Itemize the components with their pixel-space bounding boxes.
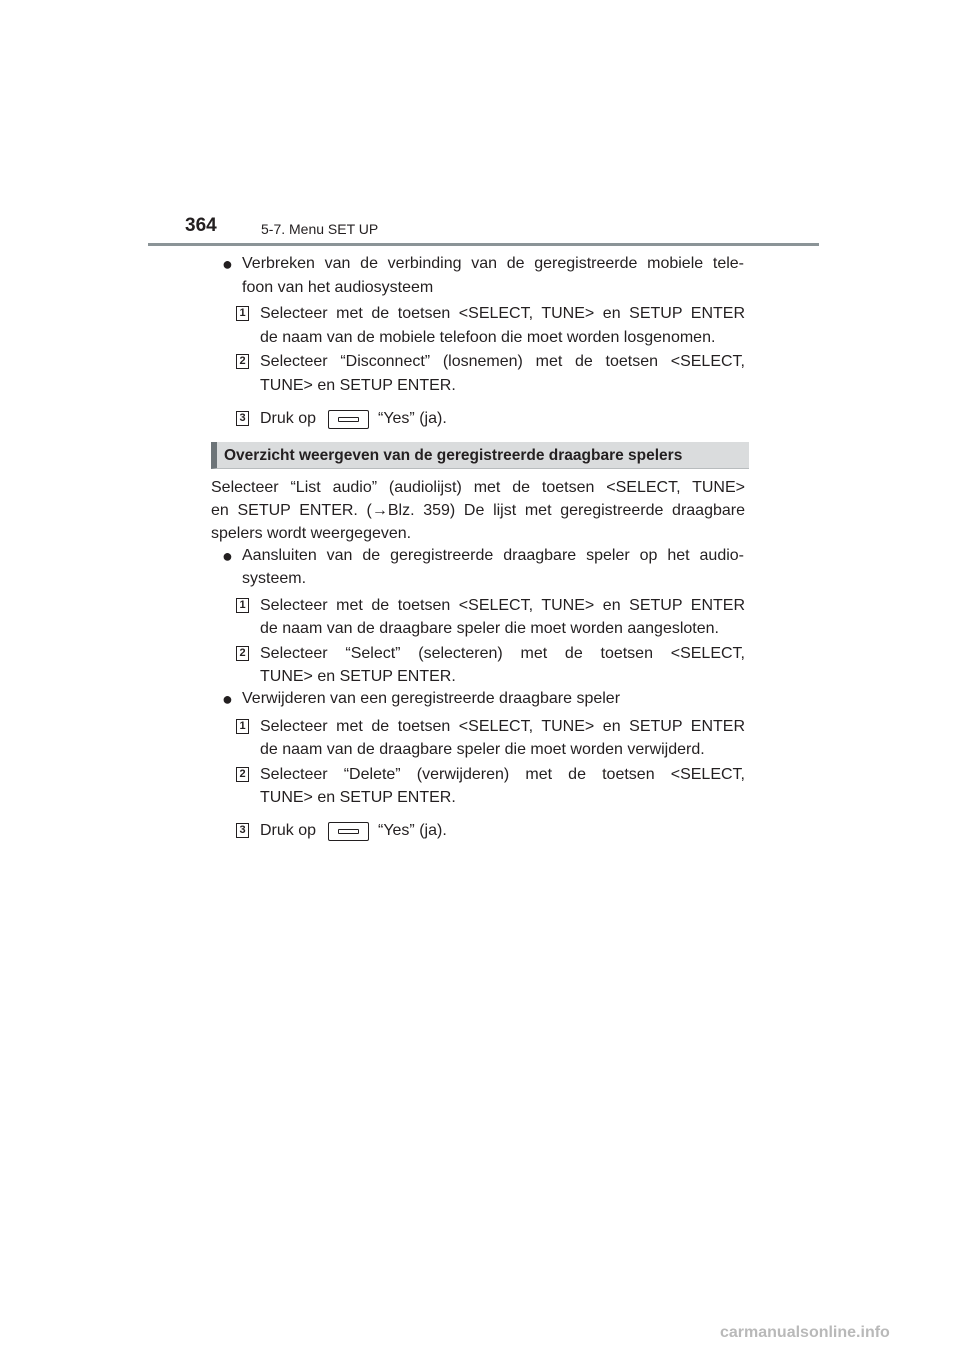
intro-line2: en SETUP ENTER. (→Blz. 359) De lijst met geregistreerde draagbare [211, 502, 745, 519]
step-text: Druk op [260, 410, 317, 427]
step-text-line1: Selecteer “Delete” (verwijderen) met de toetsen <SELECT, [260, 766, 745, 783]
step-text-line2: de naam van de draagbare speler die moet worden verwijderd. [260, 741, 705, 758]
intro-line3: spelers wordt weergegeven. [211, 525, 412, 542]
step-number-badge: 2 [236, 646, 249, 661]
watermark: carmanualsonline.info [720, 1324, 890, 1341]
button-icon [328, 410, 369, 429]
page-number: 364 [185, 215, 217, 236]
step-text-line2: TUNE> en SETUP ENTER. [260, 789, 456, 806]
bullet-icon: ● [222, 254, 233, 274]
step-number-badge: 1 [236, 306, 249, 321]
intro-line1: Selecteer “List audio” (audiolijst) met de toetsen <SELECT, TUNE> [211, 479, 745, 496]
step-number-badge: 2 [236, 354, 249, 369]
section2-title-line2: systeem. [242, 570, 307, 587]
step-text-line1: Selecteer met de toetsen <SELECT, TUNE> en SETUP ENTER [260, 597, 745, 614]
step-number-badge: 2 [236, 767, 249, 782]
step-text: “Yes” (ja). [378, 410, 447, 427]
header-divider [148, 243, 819, 246]
section-heading: Overzicht weergeven van de geregistreerde draagbare spelers [224, 447, 683, 464]
step-text-line1: Selecteer met de toetsen <SELECT, TUNE> en SETUP ENTER [260, 305, 745, 322]
step-text-line2: de naam van de draagbare speler die moet worden aangesloten. [260, 620, 719, 637]
step-number-badge: 3 [236, 823, 249, 838]
step-text-line1: Selecteer “Select” (selecteren) met de toetsen <SELECT, [260, 645, 745, 662]
section1-title-line1: Verbreken van de verbinding van de geregistreerde mobiele tele- [242, 255, 744, 272]
bullet-icon: ● [222, 689, 233, 709]
section1-title-line2: foon van het audiosysteem [242, 279, 434, 296]
step-text: Druk op [260, 822, 317, 839]
section3-title: Verwijderen van een geregistreerde draagbare speler [242, 690, 621, 707]
step-number-badge: 3 [236, 411, 249, 426]
bullet-icon: ● [222, 546, 233, 566]
chapter-title: 5-7. Menu SET UP [261, 221, 379, 237]
step-text-line1: Selecteer “Disconnect” (losnemen) met de toetsen <SELECT, [260, 353, 745, 370]
step-number-badge: 1 [236, 598, 249, 613]
button-icon [328, 822, 369, 841]
step-text-line2: TUNE> en SETUP ENTER. [260, 668, 456, 685]
section2-title-line1: Aansluiten van de geregistreerde draagbare speler op het audio- [242, 547, 744, 564]
step-number-badge: 1 [236, 719, 249, 734]
step-text: “Yes” (ja). [378, 822, 447, 839]
step-text-line2: TUNE> en SETUP ENTER. [260, 377, 456, 394]
step-text-line2: de naam van de mobiele telefoon die moet worden losgenomen. [260, 329, 716, 346]
step-text-line1: Selecteer met de toetsen <SELECT, TUNE> en SETUP ENTER [260, 718, 745, 735]
